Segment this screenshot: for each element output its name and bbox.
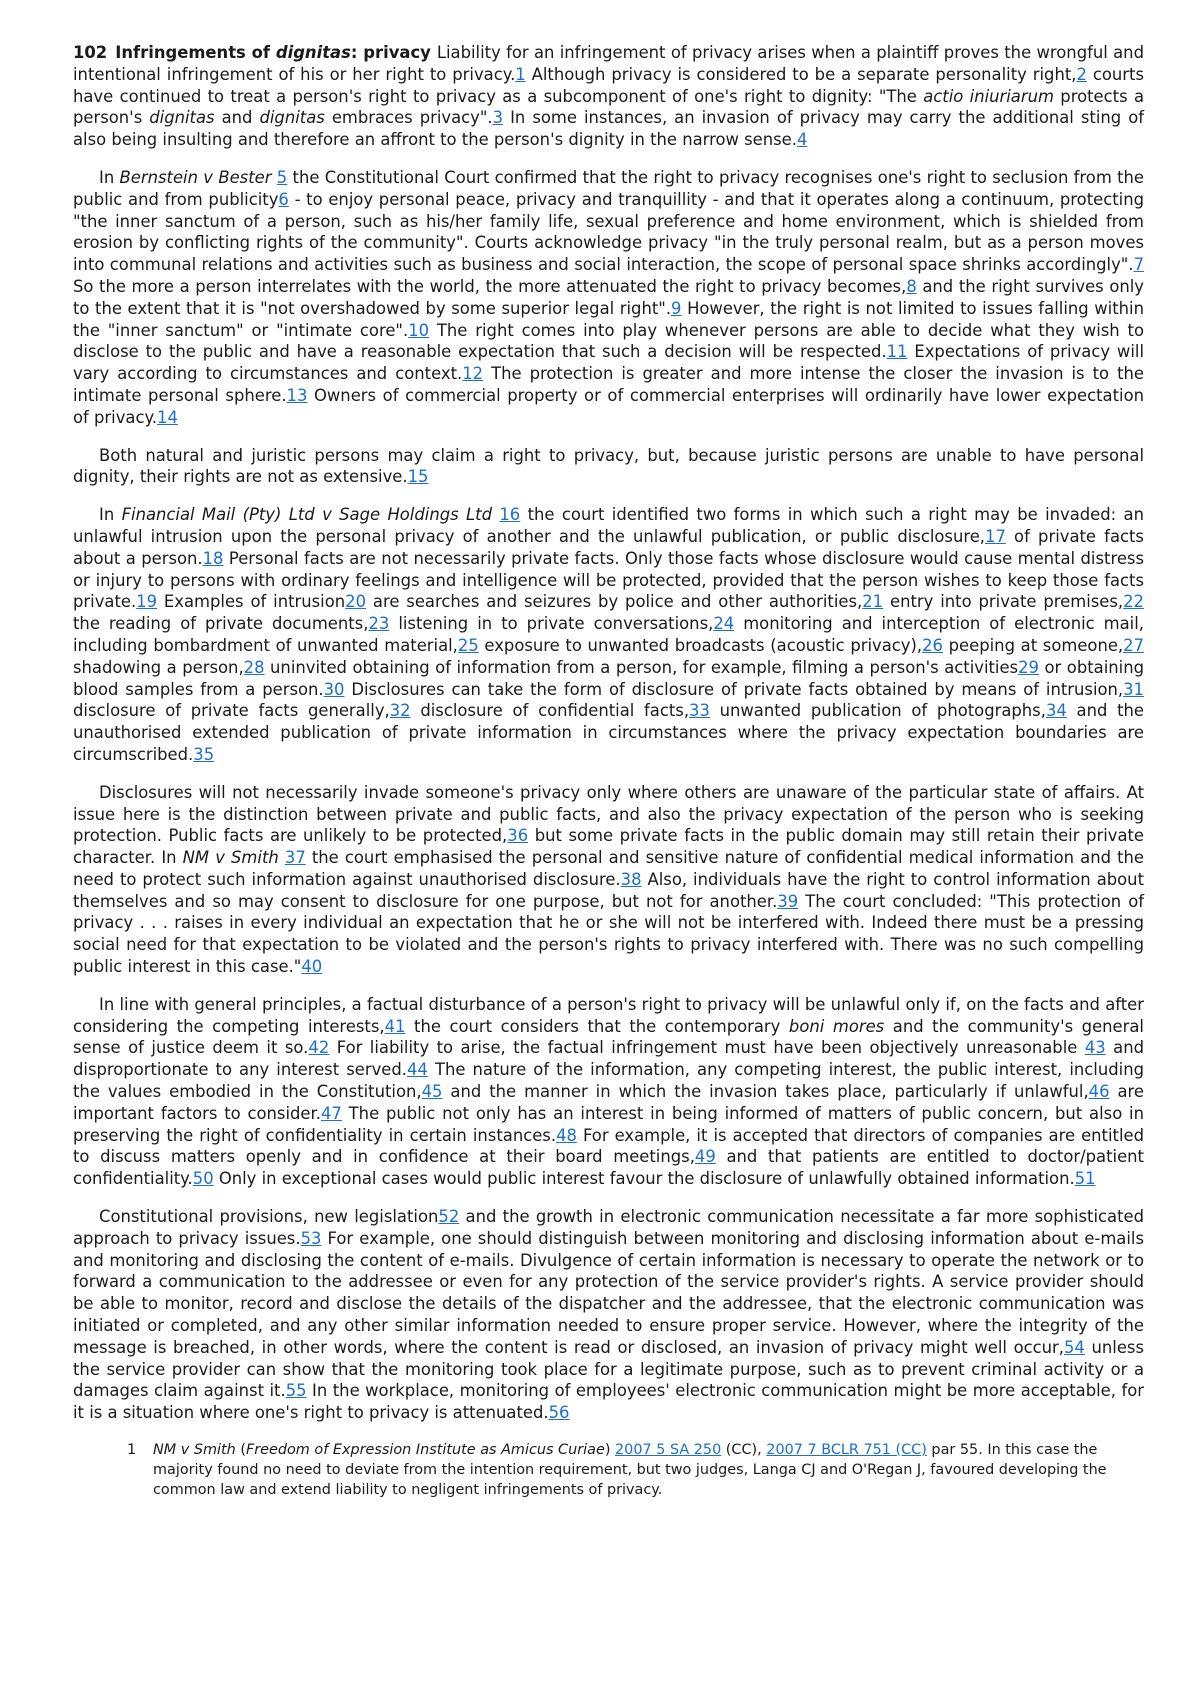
footnote-link[interactable]: 37 [284, 848, 306, 868]
text-run: Personal facts are not necessarily private facts. Only those facts whose disclosure would cause mental distress or injury to persons with ordinary feelings and intelligence will be protected, provided that the person wishes to keep those facts private. [73, 548, 1144, 612]
text-run: disclosure of confidential facts, [410, 701, 690, 721]
section-title-post: : privacy [350, 43, 431, 62]
paragraph [73, 994, 1144, 1190]
footnote-link[interactable]: 49 [694, 1147, 716, 1167]
footnote-link[interactable]: 43 [1084, 1038, 1106, 1058]
footnote-link[interactable]: 10 [408, 320, 430, 340]
paragraph [73, 782, 1144, 978]
section-title [115, 43, 431, 62]
footnote-link[interactable]: 46 [1088, 1082, 1110, 1102]
text-run: In the workplace, monitoring of employees' electronic communication might be more acceptable, for it is a situation where one's right to privacy is attenuated. [73, 1381, 1145, 1423]
footnote-link[interactable]: 12 [462, 364, 484, 384]
footnote-link[interactable]: 1 [515, 64, 526, 84]
footnote-link[interactable]: 51 [1074, 1169, 1096, 1189]
text-run: For liability to arise, the factual infringement must have been objectively unreasonable [329, 1038, 1085, 1058]
footnote-link[interactable]: 24 [713, 614, 735, 634]
footnote-link[interactable]: 35 [193, 744, 215, 764]
footnote-link[interactable]: 31 [1123, 679, 1144, 699]
text-run: shadowing a person, [73, 657, 244, 677]
footnote-link[interactable]: 9 [671, 298, 682, 318]
text-run: and disproportionate to any interest served. [73, 1038, 1144, 1080]
footnote-link[interactable]: 38 [620, 869, 642, 889]
text-run: and the right survives only to the extent that it is "not overshadowed by some superior legal right". [73, 276, 1144, 318]
footnote-link[interactable]: 20 [345, 592, 367, 612]
text-run: So the more a person interrelates with the world, the more attenuated the right to privacy becomes, [73, 276, 907, 296]
footnote-link[interactable]: 2007 7 BCLR 751 (CC) [766, 1442, 927, 1459]
text-run: Owners of commercial property or of commercial enterprises will ordinarily have lower expectation of privacy. [73, 385, 1145, 427]
footnote-link[interactable]: 2007 5 SA 250 [615, 1442, 722, 1459]
footnote-link[interactable]: 53 [300, 1228, 322, 1248]
footnote-link[interactable]: 18 [202, 548, 224, 568]
text-run: unless the service provider can show that the monitoring took place for a legitimate purpose, such as to prevent criminal activity or a damages claim against it. [73, 1337, 1144, 1401]
footnote-link[interactable]: 26 [922, 635, 943, 655]
text-run: However, the right is not limited to issues falling within the "inner sanctum" or "intimate core". [73, 298, 1144, 340]
text-run: entry into private premises, [883, 592, 1124, 612]
footnote-link[interactable]: 41 [384, 1016, 406, 1036]
italic-text: NM v Smith [182, 848, 279, 868]
text-run: or obtaining blood samples from a person. [73, 657, 1144, 699]
text-run: unwanted publication of photographs, [709, 701, 1046, 721]
footnote-link[interactable]: 27 [1123, 635, 1144, 655]
text-run: In [99, 167, 120, 187]
paragraph-102 [73, 42, 1144, 151]
text-run: Constitutional provisions, new legislation [99, 1207, 439, 1227]
text-run: peeping at someone, [942, 635, 1124, 655]
italic-text: Freedom of Expression Institute as Amicus Curiae [245, 1442, 605, 1459]
footnote-link[interactable]: 30 [323, 679, 345, 699]
footnote-number: 1 [127, 1442, 137, 1459]
text-run: monitoring and interception of electronic mail, including bombardment of unwanted material, [73, 614, 1144, 655]
text-run: In [99, 505, 122, 525]
text-run: The nature of the information, any competing interest, the public interest, including the values embodied in the Constitution, [73, 1060, 1144, 1102]
footnote-link[interactable]: 4 [796, 130, 808, 150]
text-run: The right comes into play whenever persons are able to decide what they wish to disclose to the public and have a reasonable expectation that such a decision will be respected. [73, 320, 1145, 362]
document-body [73, 42, 1144, 1424]
footnote-link[interactable]: 13 [286, 385, 308, 405]
text-run: the reading of private documents, [73, 614, 369, 634]
footnote-link[interactable]: 33 [689, 701, 710, 721]
section-number: 102 [73, 43, 108, 62]
footnote-link[interactable]: 3 [492, 108, 504, 128]
text-run: Both natural and juristic persons may claim a right to privacy, but, because juristic persons are unable to have personal dignity, their rights are not as extensive. [73, 445, 1144, 487]
footnote-link[interactable]: 47 [320, 1103, 342, 1123]
footnote-link[interactable]: 17 [985, 526, 1006, 546]
footnote-link[interactable]: 34 [1045, 701, 1067, 721]
footnote-link[interactable]: 52 [438, 1207, 460, 1227]
paragraph [73, 167, 1144, 429]
footnote-link[interactable]: 5 [276, 167, 288, 187]
text-run: In some instances, an invasion of privacy may carry the additional sting of also being insulting and therefore an affront to the person's dignity in the narrow sense. [73, 108, 1144, 150]
footnote-link[interactable]: 8 [906, 276, 917, 296]
footnotes-section [73, 1440, 1144, 1500]
text-run: Although privacy is considered to be a separate personality right, [525, 64, 1077, 84]
footnote-link[interactable]: 45 [421, 1082, 443, 1102]
text-run: par 55. In this case the majority found no need to deviate from the intention requirement, but two judges, Langa CJ and O'Regan J, favoured developing the common law and extend liability to negligent infringements of privacy. [153, 1442, 1107, 1499]
text-run: protects a person's [73, 86, 1145, 128]
footnote-link[interactable]: 2 [1076, 64, 1087, 84]
footnote-link[interactable]: 55 [285, 1381, 307, 1401]
footnote-link[interactable]: 39 [777, 891, 799, 911]
text-run: and the community's general sense of justice deem it so. [73, 1016, 1144, 1058]
text-run: Expectations of privacy will vary according to circumstances and context. [73, 342, 1144, 384]
text-run: For example, it is accepted that directors of companies are entitled to discuss matters openly and in confidence at their board meetings, [73, 1125, 1145, 1167]
section-title-pre: Infringements of [115, 43, 276, 62]
text-run: In line with general principles, a factual disturbance of a person's right to privacy will be unlawful only if, on the facts and after considering the competing interests, [73, 994, 1144, 1036]
footnote-link[interactable]: 7 [1133, 255, 1144, 275]
text-run: Disclosures can take the form of disclosure of private facts obtained by means of intrusion, [344, 679, 1124, 699]
footnote-link[interactable]: 15 [407, 467, 429, 487]
footnote-link[interactable]: 29 [1018, 657, 1039, 677]
footnote-item [73, 1440, 1144, 1500]
text-run: listening in to private conversations, [389, 614, 714, 634]
footnote-link[interactable]: 19 [136, 592, 158, 612]
footnote-link[interactable]: 50 [192, 1169, 214, 1189]
text-run: but some private facts in the public domain may still retain their private character. In [73, 826, 1144, 868]
footnote-link[interactable]: 42 [308, 1038, 330, 1058]
text-run: For example, one should distinguish between monitoring and disclosing information about e-mails and monitoring and disclosing the content of e-mails. Divulgence of certain information is necessary to operate the network or to forward a communication to the addressee or even for any protection of the service provider's rights. A service provider should be able to monitor, record and disclose the details of the dispatcher and the addressee, that the electronic communication was initiated or completed, and any other similar information needed to ensure proper service. However, where the integrity of the message is breached, in other words, where the content is read or disclosed, an invasion of privacy might well occur, [73, 1228, 1145, 1357]
footnote-link[interactable]: 28 [243, 657, 265, 677]
footnote-link[interactable]: 6 [278, 189, 289, 209]
paragraph [73, 445, 1144, 489]
paragraph [73, 1206, 1144, 1424]
text-run: Also, individuals have the right to control information about themselves and so may consent to disclosure for one purpose, but not for another. [73, 869, 1144, 911]
text-run: uninvited obtaining of information from a person, for example, filming a person's activities [264, 657, 1019, 677]
text-run: Only in exceptional cases would public interest favour the disclosure of unlawfully obtained information. [213, 1169, 1075, 1189]
paragraph [73, 504, 1144, 766]
italic-text: dignitas [149, 108, 215, 128]
italic-text: dignitas [259, 108, 325, 128]
text-run: The protection is greater and more intense the closer the invasion is to the intimate personal sphere. [73, 364, 1144, 405]
footnote-link[interactable]: 48 [556, 1125, 577, 1145]
footnote-link[interactable]: 23 [368, 614, 390, 634]
footnote-link[interactable]: 16 [499, 505, 521, 525]
footnote-link[interactable]: 14 [157, 407, 178, 427]
text-run: and [214, 108, 260, 128]
text-run: are important factors to consider. [73, 1082, 1144, 1123]
text-run: and the manner in which the invasion takes place, particularly if unlawful, [442, 1082, 1089, 1102]
text-run: the court considers that the contemporary [405, 1016, 789, 1036]
footnote-link[interactable]: 11 [886, 342, 908, 362]
italic-text: boni mores [788, 1016, 885, 1036]
italic-text: NM v Smith [153, 1442, 236, 1459]
text-run: exposure to unwanted broadcasts (acoustic privacy), [478, 635, 923, 655]
footnote-link[interactable]: 54 [1063, 1337, 1085, 1357]
text-run: the court emphasised the personal and sensitive nature of confidential medical information and the need to protect such information against unauthorised disclosure. [73, 848, 1145, 889]
text-run: Examples of intrusion [157, 592, 346, 612]
footnote-link[interactable]: 36 [507, 826, 529, 846]
text-run: of private facts about a person. [73, 526, 1144, 568]
text-run: and the unauthorised extended publication of private information in circumstances where the privacy expectation boundaries are circumscribed. [73, 701, 1145, 764]
text-run: ( [235, 1442, 246, 1459]
footnote-link[interactable]: 25 [457, 635, 479, 655]
footnote-link[interactable]: 56 [548, 1403, 570, 1423]
text-run: the Constitutional Court confirmed that the right to privacy recognises one's right to seclusion from the public and from publicity [73, 167, 1145, 209]
footnote-link[interactable]: 22 [1123, 592, 1144, 612]
text-run: and the growth in electronic communication necessitate a far more sophisticated approach to privacy issues. [73, 1207, 1145, 1248]
italic-text: actio iniuriarum [923, 86, 1054, 106]
text-run: - to enjoy personal peace, privacy and tranquillity - and that it operates along a continuum, protecting "the inner sanctum of a person, such as his/her family life, sexual preference and home environment, which is shielded from erosion by conflicting rights of the community". Courts acknowledge privacy "in the truly personal realm, but as a person moves into communal relations and activities such as business and social interaction, the scope of personal space shrinks accordingly". [73, 189, 1144, 275]
text-run: courts have continued to treat a person's right to privacy as a subcomponent of one's right to dignity: "The [73, 64, 1144, 106]
footnote-text [153, 1440, 1144, 1500]
italic-text: Bernstein v Bester [119, 167, 272, 187]
footnote-link[interactable]: 21 [862, 592, 884, 612]
footnote-link[interactable]: 44 [407, 1060, 428, 1080]
footnote-link[interactable]: 40 [301, 957, 323, 977]
text-run: The public not only has an interest in being informed of matters of public concern, but also in preserving the right of confidentiality in certain instances. [73, 1103, 1144, 1145]
text-run: Liability for an infringement of privacy arises when a plaintiff proves the wrongful and intentional infringement of his or her right to privacy. [73, 43, 1144, 84]
text-run: and that patients are entitled to doctor/patient confidentiality. [73, 1147, 1144, 1189]
text-run: the court identified two forms in which such a right may be invaded: an unlawful intrusion upon the personal privacy of another and the unlawful publication, or public disclosure, [73, 505, 1144, 546]
section-title-italic: dignitas [275, 43, 351, 62]
text-run: ) [604, 1442, 616, 1459]
text-run: embraces privacy". [324, 108, 493, 128]
footnote-link[interactable]: 32 [389, 701, 411, 721]
italic-text: Financial Mail (Pty) Ltd v Sage Holdings Ltd [121, 505, 492, 525]
text-run: are searches and seizures by police and other authorities, [366, 592, 863, 612]
text-run: disclosure of private facts generally, [73, 701, 390, 721]
text-run: (CC), [721, 1442, 767, 1459]
text-run: Disclosures will not necessarily invade someone's privacy only where others are unaware of the particular state of affairs. At issue here is the distinction between private and public facts, and also the privacy expectation of the person who is seeking protection. Public facts are unlikely to be protected, [73, 782, 1144, 846]
text-run: The court concluded: "This protection of privacy . . . raises in every individual an expectation that he or she will not be interfered with. Indeed there must be a pressing social need for that expectation to be violated and the person's rights to privacy interfered with. There was no such compelling public interest in this case." [73, 891, 1144, 977]
